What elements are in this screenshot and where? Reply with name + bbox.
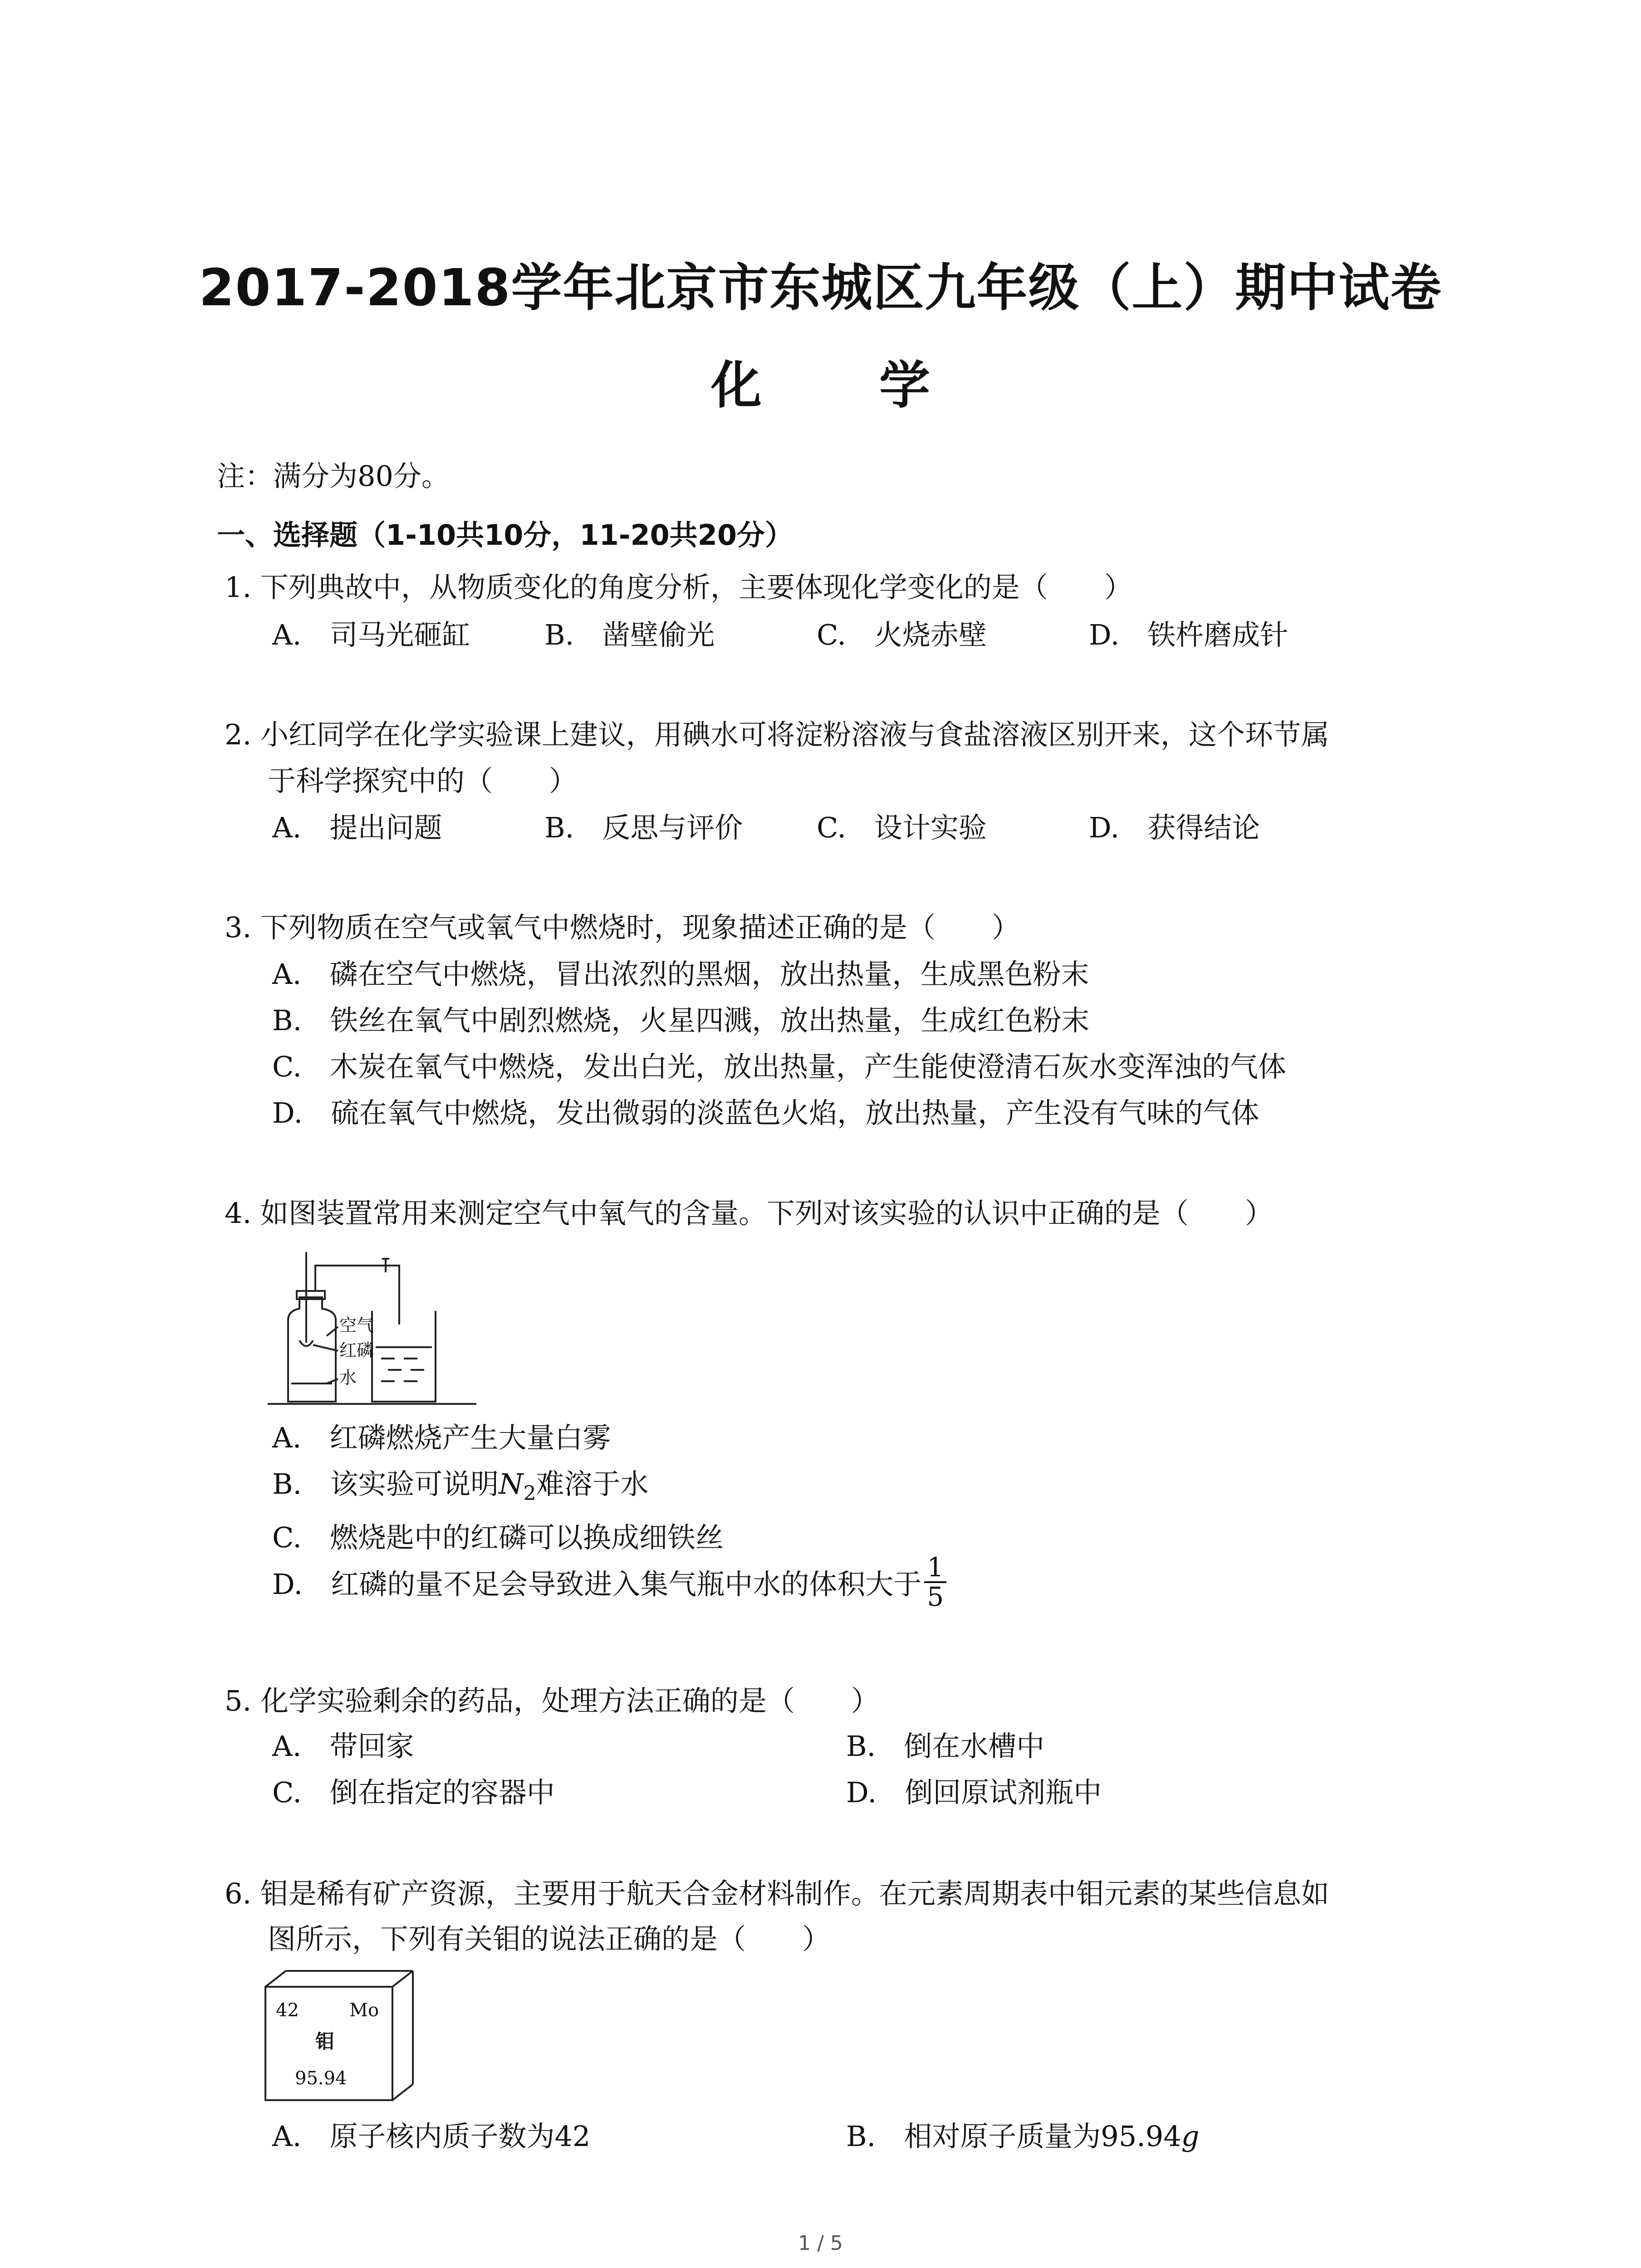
- element-card: [263, 1969, 417, 2105]
- q1-option-b: B. 凿壁偷光: [544, 618, 715, 651]
- q1-stem: 1. 下列典故中，从物质变化的角度分析，主要体现化学变化的是（ ）: [225, 571, 1132, 604]
- q2-option-b: B. 反思与评价: [544, 811, 743, 844]
- apparatus-diagram: [263, 1247, 481, 1411]
- q4-option-b: [272, 1461, 649, 1505]
- q5-option-c: C. 倒在指定的容器中: [272, 1776, 555, 1809]
- label-water: 水: [339, 1368, 357, 1388]
- q5-stem: 5. 化学实验剩余的药品，处理方法正确的是（ ）: [225, 1684, 879, 1717]
- page-number: 1 / 5: [798, 2232, 843, 2255]
- label-air: 空气: [339, 1315, 374, 1335]
- q4-option-b-prefix: B. 该实验可说明: [272, 1467, 499, 1501]
- q3-option-c: C. 木炭在氧气中燃烧，发出白光，放出热量，产生能使澄清石灰水变浑浊的气体: [272, 1050, 1286, 1083]
- q5-option-b: B. 倒在水槽中: [846, 1730, 1045, 1763]
- q4-option-a: A. 红磷燃烧产生大量白雾: [272, 1421, 611, 1454]
- element-symbol: Mo: [349, 2000, 379, 2021]
- q2-option-d: D. 获得结论: [1089, 811, 1260, 844]
- q6-stem-line1: 6. 钼是稀有矿产资源，主要用于航天合金材料制作。在元素周期表中钼元素的某些信息如: [225, 1877, 1329, 1910]
- fraction-denominator: 5: [927, 1581, 944, 1612]
- q5-option-a: A. 带回家: [272, 1730, 414, 1763]
- atomic-mass: 95.94: [295, 2068, 347, 2089]
- q6-option-b: [846, 2114, 1199, 2154]
- nitrogen-subscript: 2: [523, 1482, 536, 1505]
- q2-option-c: C. 设计实验: [817, 811, 987, 844]
- nitrogen-symbol: N: [499, 1467, 524, 1501]
- exam-title: 2017-2018学年北京市东城区九年级（上）期中试卷: [199, 259, 1442, 318]
- q3-option-a: A. 磷在空气中燃烧，冒出浓烈的黑烟，放出热量，生成黑色粉末: [272, 958, 1089, 991]
- fraction-numerator: 1: [924, 1554, 946, 1583]
- q3-stem: 3. 下列物质在空气或氧气中燃烧时，现象描述正确的是（ ）: [225, 911, 1020, 944]
- gram-unit: g: [1181, 2120, 1200, 2153]
- q4-option-c: C. 燃烧匙中的红磷可以换成细铁丝: [272, 1521, 724, 1554]
- q4-option-d-text: D. 红磷的量不足会导致进入集气瓶中水的体积大于: [272, 1568, 922, 1601]
- apparatus-figure: [263, 1247, 481, 1411]
- q6-option-a: A. 原子核内质子数为42: [272, 2120, 591, 2153]
- fraction-one-fifth: [924, 1554, 946, 1611]
- q3-option-d: D. 硫在氧气中燃烧，发出微弱的淡蓝色火焰，放出热量，产生没有气味的气体: [272, 1096, 1259, 1129]
- atomic-number: 42: [276, 2000, 299, 2021]
- q1-option-d: D. 铁杵磨成针: [1089, 618, 1288, 651]
- q2-stem-line1: 2. 小红同学在化学实验课上建议，用碘水可将淀粉溶液与食盐溶液区别开来，这个环节属: [225, 718, 1329, 751]
- q1-option-c: C. 火烧赤壁: [817, 618, 987, 651]
- score-note: 注：满分为80分。: [217, 459, 450, 493]
- q2-stem-line2: 于科学探究中的（ ）: [268, 764, 578, 797]
- label-red-phosphorus: 红磷: [339, 1340, 374, 1360]
- element-name: 钼: [315, 2030, 335, 2053]
- q3-option-b: B. 铁丝在氧气中剧烈燃烧，火星四溅，放出热量，生成红色粉末: [272, 1004, 1090, 1037]
- section-heading: 一、选择题（1-10共10分，11-20共20分）: [217, 518, 794, 552]
- q5-option-d: D. 倒回原试剂瓶中: [846, 1776, 1102, 1809]
- q4-option-b-suffix: 难溶于水: [536, 1467, 649, 1501]
- q6-stem-line2: 图所示，下列有关钼的说法正确的是（ ）: [268, 1922, 831, 1955]
- q2-option-a: A. 提出问题: [272, 811, 442, 844]
- element-card-drawing: [263, 1969, 417, 2105]
- q4-option-d: [272, 1554, 946, 1611]
- subject-title: 化 学: [711, 356, 980, 415]
- q4-stem: 4. 如图装置常用来测定空气中氧气的含量。下列对该实验的认识中正确的是（ ）: [225, 1197, 1273, 1230]
- q1-option-a: A. 司马光砸缸: [272, 618, 470, 651]
- q6-option-b-text: B. 相对原子质量为95.94: [846, 2120, 1181, 2153]
